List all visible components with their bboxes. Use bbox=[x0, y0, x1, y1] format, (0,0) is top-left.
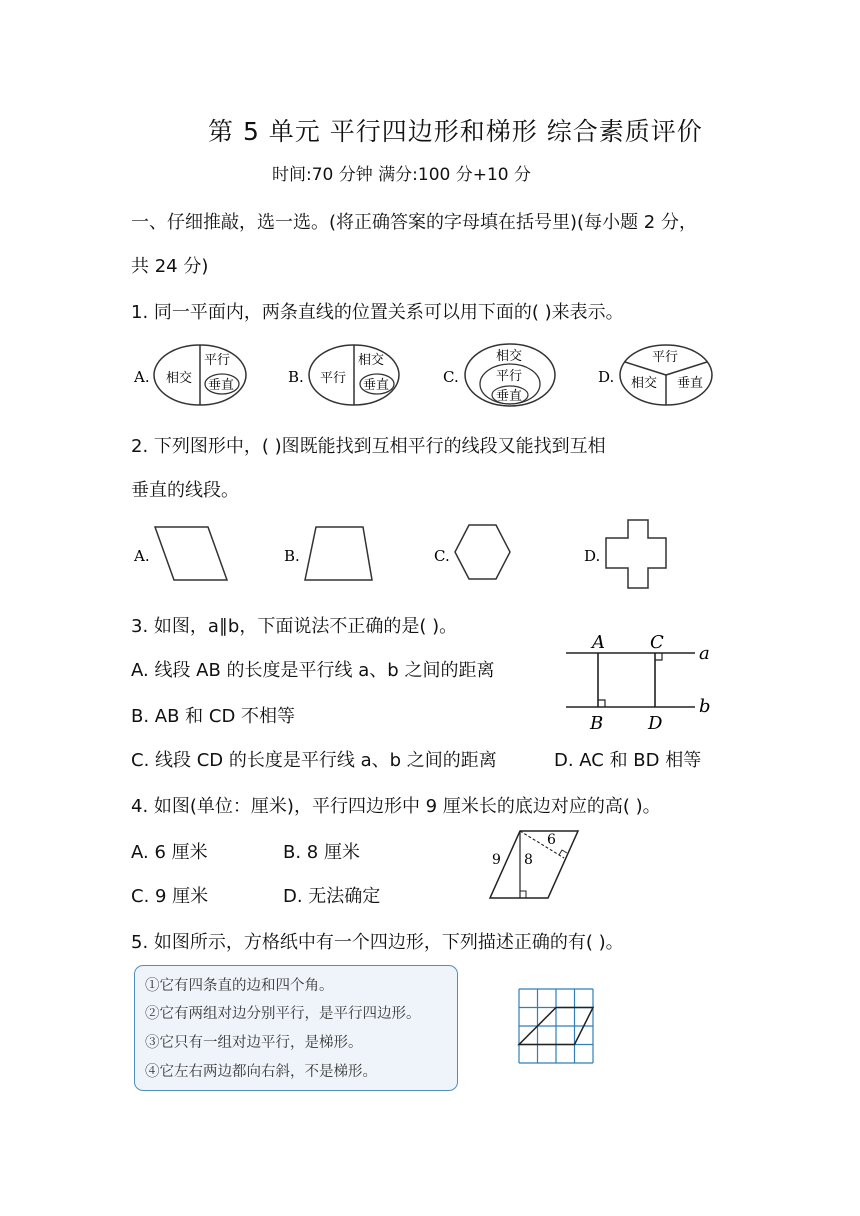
question-3-option-b[interactable]: B. AB 和 CD 不相等 bbox=[131, 706, 296, 727]
q1-d-right-label: 垂直 bbox=[677, 376, 704, 391]
q1-option-d[interactable] bbox=[598, 345, 712, 405]
q1-b-right-bottom-label: 垂直 bbox=[363, 378, 390, 393]
question-3-parallel-lines-figure bbox=[560, 626, 720, 738]
q2-option-d-letter: D. bbox=[584, 547, 601, 565]
section-heading-line1: 一、仔细推敲，选一选。(将正确答案的字母填在括号里)(每小题 2 分， bbox=[131, 212, 697, 233]
label-line-b: b bbox=[699, 696, 711, 717]
question-1-text: 1. 同一平面内，两条直线的位置关系可以用下面的( )来表示。 bbox=[131, 302, 624, 323]
question-4-text: 4. 如图(单位：厘米)，平行四边形中 9 厘米长的底边对应的高( )。 bbox=[131, 796, 661, 817]
question-3-text: 3. 如图，a∥b，下面说法不正确的是( )。 bbox=[131, 616, 458, 637]
q2-option-a[interactable] bbox=[133, 527, 227, 580]
label-height-6: 6 bbox=[547, 832, 556, 848]
question-3-option-c[interactable]: C. 线段 CD 的长度是平行线 a、b 之间的距离 bbox=[131, 750, 497, 771]
right-angle-mark-c bbox=[655, 653, 662, 660]
q1-option-c-letter: C. bbox=[443, 368, 459, 386]
q1-option-d-letter: D. bbox=[598, 368, 615, 386]
q1-b-right-top-label: 相交 bbox=[358, 353, 385, 368]
q2-option-c-letter: C. bbox=[434, 547, 450, 565]
question-4-option-c[interactable]: C. 9 厘米 bbox=[131, 886, 209, 907]
q2-rhombus-shape bbox=[155, 527, 227, 580]
q1-c-middle-label: 平行 bbox=[496, 369, 523, 384]
q2-option-d[interactable] bbox=[584, 520, 666, 588]
grid-lines bbox=[519, 989, 593, 1063]
right-angle-mark-b bbox=[598, 700, 605, 707]
q1-option-b[interactable] bbox=[288, 345, 399, 405]
q1-d-top-label: 平行 bbox=[652, 350, 679, 365]
label-side-9: 9 bbox=[492, 852, 501, 868]
q1-c-outer-label: 相交 bbox=[496, 349, 523, 364]
q1-d-left-label: 相交 bbox=[631, 376, 658, 391]
statement-4[interactable]: ④它左右两边都向右斜，不是梯形。 bbox=[145, 1064, 377, 1080]
question-2-options-figure bbox=[128, 518, 728, 590]
q1-b-left-label: 平行 bbox=[320, 371, 347, 386]
question-4-option-a[interactable]: A. 6 厘米 bbox=[131, 842, 208, 863]
q2-option-c[interactable] bbox=[434, 525, 510, 579]
label-point-d: D bbox=[648, 713, 663, 734]
question-5-statements-box bbox=[134, 965, 458, 1091]
exam-info: 时间:70 分钟 满分:100 分+10 分 bbox=[272, 165, 532, 185]
question-2-line1: 2. 下列图形中，( )图既能找到互相平行的线段又能找到互相 bbox=[131, 436, 606, 457]
label-line-a: a bbox=[699, 643, 710, 664]
q1-option-c[interactable] bbox=[443, 344, 555, 406]
q2-option-a-letter: A. bbox=[134, 547, 150, 565]
label-point-c: C bbox=[650, 632, 664, 653]
question-4-option-d[interactable]: D. 无法确定 bbox=[283, 886, 381, 907]
label-point-a: A bbox=[592, 632, 605, 653]
q1-a-left-label: 相交 bbox=[166, 371, 193, 386]
section-heading-line2: 共 24 分) bbox=[131, 256, 209, 277]
q2-option-b[interactable] bbox=[284, 527, 372, 580]
q2-trapezoid-shape bbox=[305, 527, 372, 580]
question-5-grid-figure bbox=[516, 986, 598, 1068]
question-1-options-figure bbox=[128, 338, 728, 414]
q2-cross-shape bbox=[606, 520, 666, 588]
question-4-parallelogram-figure bbox=[484, 826, 584, 902]
q1-c-inner-label: 垂直 bbox=[496, 389, 523, 404]
statement-2[interactable]: ②它有两组对边分别平行，是平行四边形。 bbox=[145, 1006, 421, 1022]
q1-option-b-letter: B. bbox=[288, 368, 304, 386]
question-2-line2: 垂直的线段。 bbox=[131, 480, 239, 501]
q1-a-right-bottom-label: 垂直 bbox=[208, 378, 235, 393]
question-3-option-a[interactable]: A. 线段 AB 的长度是平行线 a、b 之间的距离 bbox=[131, 660, 495, 681]
q2-option-b-letter: B. bbox=[284, 547, 300, 565]
parallelogram-outline bbox=[490, 831, 578, 898]
question-4-option-b[interactable]: B. 8 厘米 bbox=[283, 842, 360, 863]
q1-a-right-top-label: 平行 bbox=[204, 353, 231, 368]
right-angle-mark-height8 bbox=[520, 891, 526, 898]
page-title: 第 5 单元 平行四边形和梯形 综合素质评价 bbox=[208, 117, 703, 146]
statement-1[interactable]: ①它有四条直的边和四个角。 bbox=[145, 978, 334, 994]
q2-hexagon-shape bbox=[455, 525, 510, 579]
question-5-text: 5. 如图所示，方格纸中有一个四边形，下列描述正确的有( )。 bbox=[131, 932, 624, 953]
right-angle-mark-height6 bbox=[559, 850, 567, 855]
label-point-b: B bbox=[590, 713, 604, 734]
q1-option-a-letter: A. bbox=[134, 368, 150, 386]
question-3-option-d[interactable]: D. AC 和 BD 相等 bbox=[554, 750, 702, 771]
q1-option-a[interactable] bbox=[133, 345, 246, 405]
statement-3[interactable]: ③它只有一组对边平行，是梯形。 bbox=[145, 1035, 363, 1051]
label-height-8: 8 bbox=[524, 852, 533, 868]
